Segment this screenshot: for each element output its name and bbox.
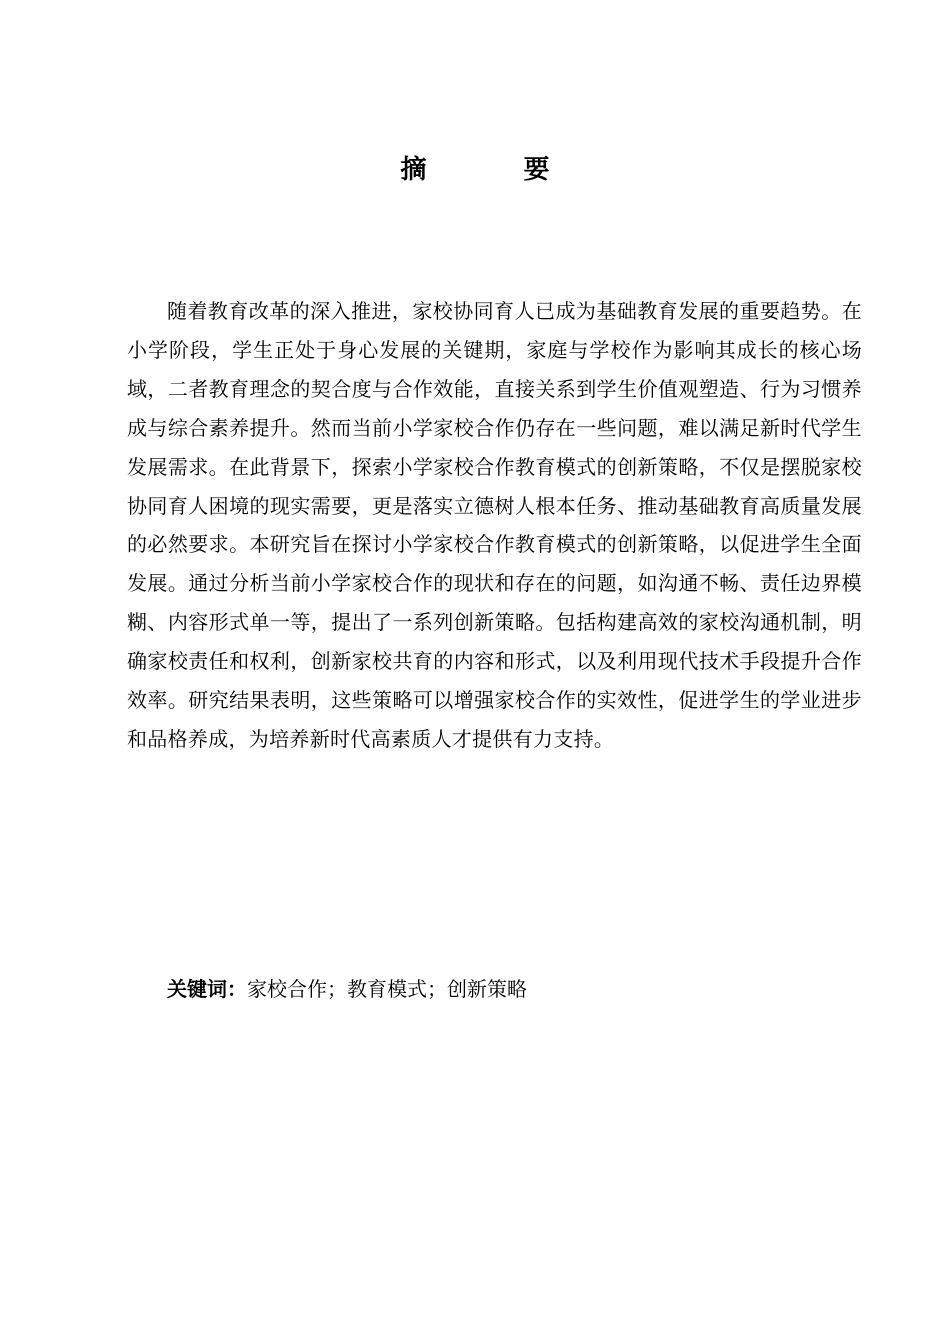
abstract-body: 随着教育改革的深入推进，家校协同育人已成为基础教育发展的重要趋势。在小学阶段，学生正处于身心发展的关键期，家庭与学校作为影响其成长的核心场域，二者教育理念的契合度与合作效能，直接关系到学生价值观塑造、行为习惯养成与综合素养提升。然而当前小学家校合作仍存在一些问题，难以满足新时代学生发展需求。在此背景下，探索小学家校合作教育模式的创新策略，不仅是摆脱家校协同育人困境的现实需要，更是落实立德树人根本任务、推动基础教育高质量发展的必然要求。本研究旨在探讨小学家校合作教育模式的创新策略，以促进学生全面发展。通过分析当前小学家校合作的现状和存在的问题，如沟通不畅、责任边界模糊、内容形式单一等，提出了一系列创新策略。包括构建高效的家校沟通机制，明确家校责任和权利，创新家校共育的内容和形式，以及利用现代技术手段提升合作效率。研究结果表明，这些策略可以增强家校合作的实效性，促进学生的学业进步和品格养成，为培养新时代高素质人才提供有力支持。	[127, 299, 862, 751]
keywords-line	[167, 970, 527, 1008]
keywords-label: 关键词：	[167, 977, 247, 1001]
page-title: 摘 要	[400, 155, 594, 185]
keywords-value: 家校合作；教育模式；创新策略	[247, 977, 527, 1001]
